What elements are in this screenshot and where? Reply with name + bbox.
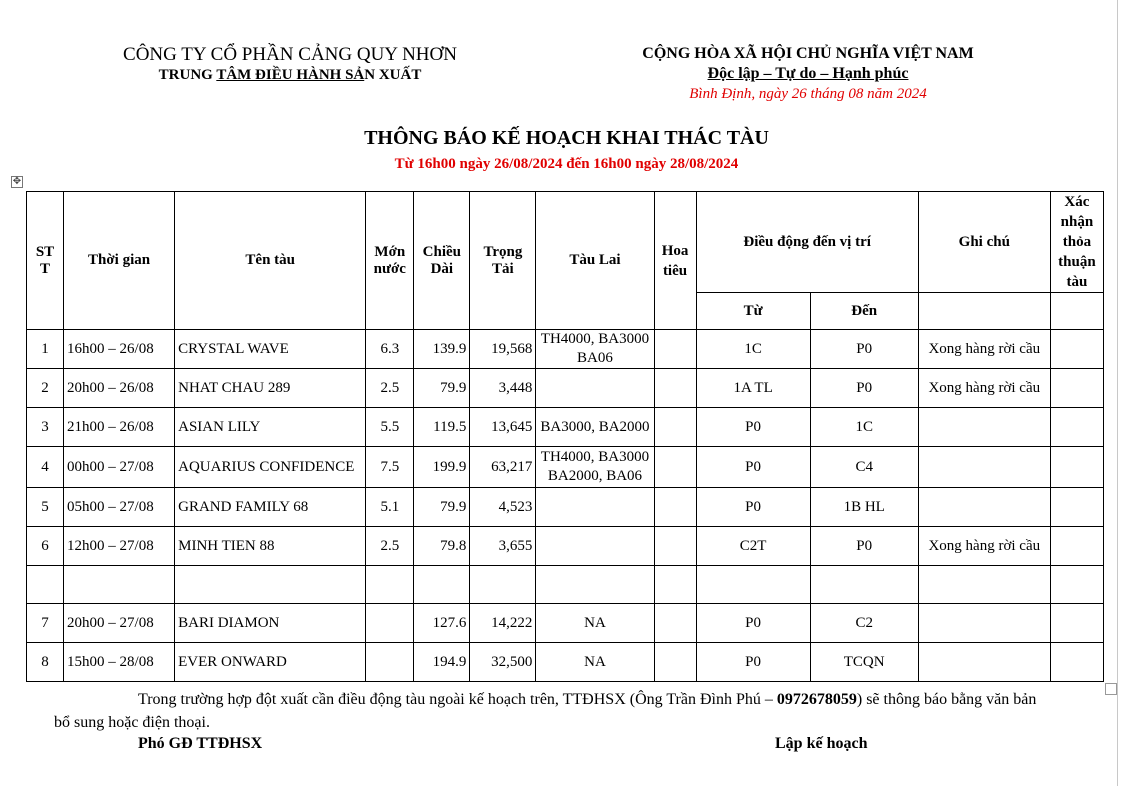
table-resize-handle-icon[interactable]	[1105, 683, 1117, 695]
cell-tug: NA	[536, 604, 654, 643]
cell-from: P0	[696, 488, 810, 527]
company-name: CÔNG TY CỔ PHẦN CẢNG QUY NHƠN	[123, 44, 457, 65]
cell-tonnage: 3,655	[470, 527, 536, 566]
cell-pilot	[654, 604, 696, 643]
header-move-to: Điều động đến vị trí	[696, 192, 918, 293]
signature-left-title: Phó GĐ TTĐHSX	[138, 735, 263, 752]
cell-to: 1C	[810, 408, 918, 447]
republic-name: CỘNG HÒA XÃ HỘI CHỦ NGHĨA VIỆT NAM	[642, 45, 974, 62]
cell-to: P0	[810, 330, 918, 369]
table-row	[27, 527, 1104, 566]
cell-from	[696, 566, 810, 604]
signature-right-title: Lập kế hoạch	[775, 735, 868, 752]
cell-length: 194.9	[414, 643, 470, 682]
cell-stt: 8	[27, 643, 64, 682]
cell-confirm	[1050, 369, 1103, 408]
cell-draft: 2.5	[366, 369, 414, 408]
header-confirm-blank	[1050, 293, 1103, 330]
cell-note: Xong hàng rời cầu	[918, 369, 1050, 408]
cell-tug: NA	[536, 643, 654, 682]
cell-pilot	[654, 643, 696, 682]
cell-to: P0	[810, 369, 918, 408]
header-time: Thời gian	[64, 192, 175, 330]
cell-pilot	[654, 408, 696, 447]
cell-stt: 3	[27, 408, 64, 447]
cell-note	[918, 408, 1050, 447]
table-row	[27, 369, 1104, 408]
cell-pilot	[654, 447, 696, 488]
cell-tug	[536, 566, 654, 604]
cell-draft	[366, 604, 414, 643]
cell-confirm	[1050, 604, 1103, 643]
header-tonnage: Trọng Tải	[470, 192, 536, 330]
table-row	[27, 330, 1104, 369]
cell-time: 20h00 – 26/08	[64, 369, 175, 408]
cell-length	[414, 566, 470, 604]
header-stt: ST T	[27, 192, 64, 330]
cell-draft	[366, 643, 414, 682]
cell-to: TCQN	[810, 643, 918, 682]
cell-confirm	[1050, 488, 1103, 527]
cell-to: C4	[810, 447, 918, 488]
header-note-blank	[918, 293, 1050, 330]
cell-pilot	[654, 369, 696, 408]
cell-stt	[27, 566, 64, 604]
cell-confirm	[1050, 447, 1103, 488]
cell-pilot	[654, 330, 696, 369]
cell-tug: TH4000, BA3000 BA2000, BA06	[536, 447, 654, 488]
cell-ship-name: AQUARIUS CONFIDENCE	[175, 447, 366, 488]
cell-draft	[366, 566, 414, 604]
cell-from: 1A TL	[696, 369, 810, 408]
cell-draft: 2.5	[366, 527, 414, 566]
header-draft: Mớn nước	[366, 192, 414, 330]
cell-time	[64, 566, 175, 604]
cell-time: 12h00 – 27/08	[64, 527, 175, 566]
cell-note	[918, 488, 1050, 527]
cell-from: C2T	[696, 527, 810, 566]
cell-time: 00h00 – 27/08	[64, 447, 175, 488]
cell-ship-name: MINH TIEN 88	[175, 527, 366, 566]
cell-to	[810, 566, 918, 604]
cell-ship-name: NHAT CHAU 289	[175, 369, 366, 408]
table-row	[27, 604, 1104, 643]
cell-note	[918, 643, 1050, 682]
cell-tug: TH4000, BA3000 BA06	[536, 330, 654, 369]
contact-phone: 0972678059	[776, 691, 857, 708]
header-to: Đến	[810, 293, 918, 330]
motto: Độc lập – Tự do – Hạnh phúc	[707, 65, 909, 82]
cell-confirm	[1050, 566, 1103, 604]
national-header	[628, 44, 988, 104]
cell-tonnage: 14,222	[470, 604, 536, 643]
header-note: Ghi chú	[918, 192, 1050, 293]
cell-tonnage: 19,568	[470, 330, 536, 369]
cell-note: Xong hàng rời cầu	[918, 330, 1050, 369]
cell-ship-name	[175, 566, 366, 604]
department-name: TRUNG TÂM ĐIỀU HÀNH SẢN XUẤT	[158, 67, 422, 83]
table-row	[27, 408, 1104, 447]
cell-confirm	[1050, 643, 1103, 682]
header-ship-name: Tên tàu	[175, 192, 366, 330]
cell-tonnage: 4,523	[470, 488, 536, 527]
cell-time: 05h00 – 27/08	[64, 488, 175, 527]
cell-tonnage: 32,500	[470, 643, 536, 682]
cell-note: Xong hàng rời cầu	[918, 527, 1050, 566]
cell-from: P0	[696, 643, 810, 682]
table-move-handle-icon[interactable]: ✥	[12, 176, 22, 187]
cell-pilot	[654, 488, 696, 527]
cell-tonnage: 63,217	[470, 447, 536, 488]
cell-note	[918, 566, 1050, 604]
cell-length: 119.5	[414, 408, 470, 447]
table-row	[27, 643, 1104, 682]
cell-tonnage	[470, 566, 536, 604]
ship-plan-table	[26, 191, 1104, 682]
cell-to: 1B HL	[810, 488, 918, 527]
cell-ship-name: ASIAN LILY	[175, 408, 366, 447]
document-subtitle: Từ 16h00 ngày 26/08/2024 đến 16h00 ngày 28/08/2024	[394, 156, 739, 172]
header-length: Chiều Dài	[414, 192, 470, 330]
cell-confirm	[1050, 408, 1103, 447]
cell-length: 79.9	[414, 369, 470, 408]
cell-ship-name: EVER ONWARD	[175, 643, 366, 682]
cell-length: 199.9	[414, 447, 470, 488]
cell-ship-name: GRAND FAMILY 68	[175, 488, 366, 527]
cell-draft: 6.3	[366, 330, 414, 369]
header-from: Từ	[696, 293, 810, 330]
company-header	[100, 44, 480, 84]
cell-tug	[536, 527, 654, 566]
cell-stt: 2	[27, 369, 64, 408]
cell-draft: 5.1	[366, 488, 414, 527]
cell-stt: 4	[27, 447, 64, 488]
cell-tug: BA3000, BA2000	[536, 408, 654, 447]
cell-ship-name: BARI DIAMON	[175, 604, 366, 643]
table-row	[27, 447, 1104, 488]
cell-note	[918, 447, 1050, 488]
cell-tonnage: 13,645	[470, 408, 536, 447]
cell-from: P0	[696, 408, 810, 447]
cell-time: 15h00 – 28/08	[64, 643, 175, 682]
header-confirm: Xác nhận thỏa thuận tàu	[1050, 192, 1103, 293]
cell-length: 79.9	[414, 488, 470, 527]
cell-tug	[536, 488, 654, 527]
cell-to: P0	[810, 527, 918, 566]
cell-from: 1C	[696, 330, 810, 369]
cell-confirm	[1050, 527, 1103, 566]
cell-time: 20h00 – 27/08	[64, 604, 175, 643]
cell-stt: 5	[27, 488, 64, 527]
cell-pilot	[654, 566, 696, 604]
cell-stt: 7	[27, 604, 64, 643]
place-date: Bình Định, ngày 26 tháng 08 năm 2024	[689, 86, 927, 102]
cell-note	[918, 604, 1050, 643]
cell-confirm	[1050, 330, 1103, 369]
document-title: THÔNG BÁO KẾ HOẠCH KHAI THÁC TÀU	[364, 127, 769, 149]
cell-tug	[536, 369, 654, 408]
cell-length: 79.8	[414, 527, 470, 566]
table-row	[27, 488, 1104, 527]
cell-pilot	[654, 527, 696, 566]
footer-paragraph: Trong trường hợp đột xuất cần điều động tàu ngoài kế hoạch trên, TTĐHSX (Ông Trần Đình Phú – 0972678059) sẽ thông báo bằng văn bản bổ sung hoặc điện thoại.	[54, 691, 1037, 731]
cell-length: 139.9	[414, 330, 470, 369]
header-pilot: Hoa tiêu	[654, 192, 696, 330]
table-header-row	[27, 192, 1104, 293]
cell-stt: 1	[27, 330, 64, 369]
cell-ship-name: CRYSTAL WAVE	[175, 330, 366, 369]
cell-draft: 7.5	[366, 447, 414, 488]
table-row-empty	[27, 566, 1104, 604]
cell-time: 21h00 – 26/08	[64, 408, 175, 447]
cell-length: 127.6	[414, 604, 470, 643]
cell-from: P0	[696, 604, 810, 643]
cell-time: 16h00 – 26/08	[64, 330, 175, 369]
cell-from: P0	[696, 447, 810, 488]
cell-draft: 5.5	[366, 408, 414, 447]
cell-stt: 6	[27, 527, 64, 566]
header-tug: Tàu Lai	[536, 192, 654, 330]
cell-to: C2	[810, 604, 918, 643]
cell-tonnage: 3,448	[470, 369, 536, 408]
